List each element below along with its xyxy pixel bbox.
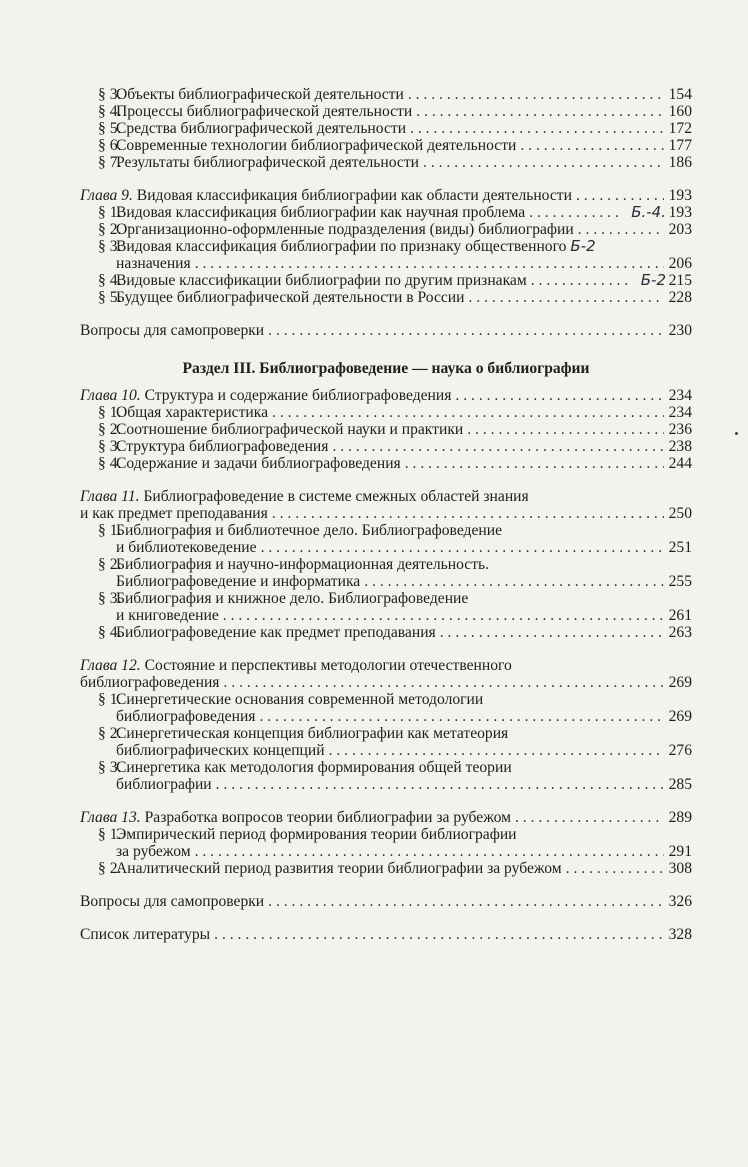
toc-entry xyxy=(80,120,692,137)
leader-dots xyxy=(223,607,664,624)
page-number: 172 xyxy=(668,120,692,137)
chapter-label: Глава 10. xyxy=(80,387,141,404)
entry-title: Средства библиографической деятельности xyxy=(116,120,407,137)
toc-entry xyxy=(80,455,692,472)
entry-title: Общая характеристика xyxy=(116,404,269,421)
leader-dots xyxy=(272,505,664,522)
page-number: 269 xyxy=(668,674,692,691)
chapter-label: Глава 12. xyxy=(80,657,141,674)
toc-entry-questions xyxy=(80,322,692,339)
page-number: 291 xyxy=(668,843,692,860)
entry-title: Библиография и книжное дело. Библиографоведение xyxy=(116,590,469,607)
section-number: § 2. xyxy=(98,725,122,742)
page-number: 186 xyxy=(668,154,692,171)
leader-dots xyxy=(268,893,664,910)
toc-entry xyxy=(80,860,692,877)
leader-dots xyxy=(455,387,664,404)
entry-title: Библиография и библиотечное дело. Библиографоведение xyxy=(116,522,502,539)
page-number: 177 xyxy=(668,137,692,154)
entry-title: Организационно-оформленные подразделения (виды) библиографии xyxy=(116,221,574,238)
leader-dots xyxy=(329,742,664,759)
chapter-heading xyxy=(80,488,692,505)
toc-entry xyxy=(80,590,692,607)
entry-title: Видовая классификация библиографии как научная проблема xyxy=(116,204,526,221)
toc-entry xyxy=(80,221,692,238)
leader-dots xyxy=(259,708,664,725)
chapter-label: Глава 11. xyxy=(80,488,140,505)
toc-entry xyxy=(80,238,692,255)
page-number: 206 xyxy=(668,255,692,272)
leader-dots xyxy=(195,843,664,860)
chapter-heading xyxy=(80,809,692,826)
toc-entry-continuation xyxy=(80,255,692,272)
leader-dots xyxy=(469,289,665,306)
page-number: 285 xyxy=(668,776,692,793)
chapter-title: Структура и содержание библиографоведения xyxy=(144,387,452,404)
toc-entry-continuation xyxy=(80,607,692,624)
section-number: § 1. xyxy=(98,204,122,221)
entry-title: Синергетические основания современной методологии xyxy=(116,691,484,708)
handwritten-note: Б-2 xyxy=(640,271,666,289)
page-number: 308 xyxy=(668,860,692,877)
toc-entry-literature xyxy=(80,926,692,943)
page-number: 261 xyxy=(668,607,692,624)
page-number: 228 xyxy=(668,289,692,306)
entry-title: Будущее библиографической деятельности в России xyxy=(116,289,465,306)
entry-title-continuation: назначения xyxy=(116,255,191,272)
leader-dots xyxy=(405,455,664,472)
page-number: 234 xyxy=(668,404,692,421)
chapter-label: Глава 13. xyxy=(80,809,141,826)
chapter-title-continuation: и как предмет преподавания xyxy=(80,505,268,522)
entry-title: Структура библиографоведения xyxy=(116,438,329,455)
entry-title: Объекты библиографической деятельности xyxy=(116,86,404,103)
leader-dots xyxy=(216,776,664,793)
chapter-heading-continuation xyxy=(80,674,692,691)
chapter-heading-continuation xyxy=(80,505,692,522)
leader-dots xyxy=(531,272,633,289)
leader-dots xyxy=(214,926,664,943)
section-number: § 2. xyxy=(98,221,122,238)
toc-entry xyxy=(80,556,692,573)
entry-title-continuation: библиографоведения xyxy=(116,708,256,725)
entry-title: Видовые классификации библиографии по другим признакам xyxy=(116,272,527,289)
toc-entry xyxy=(80,522,692,539)
chapter-title: Состояние и перспективы методологии отечественного xyxy=(144,657,512,674)
toc-entry-questions xyxy=(80,893,692,910)
leader-dots xyxy=(268,322,664,339)
toc-entry xyxy=(80,404,692,421)
chapter-heading xyxy=(80,387,692,404)
leader-dots xyxy=(566,860,664,877)
section-number: § 4. xyxy=(98,624,122,641)
chapter-heading xyxy=(80,187,692,204)
page-number: 269 xyxy=(668,708,692,725)
entry-title: Соотношение библиографической науки и практики xyxy=(116,421,464,438)
page-number: 326 xyxy=(668,893,692,910)
leader-dots xyxy=(440,624,664,641)
page-number: 154 xyxy=(668,86,692,103)
leader-dots xyxy=(410,120,664,137)
table-of-contents xyxy=(80,86,692,943)
section-number: § 2. xyxy=(98,421,122,438)
leader-dots xyxy=(515,809,664,826)
handwritten-note: Б.-4. xyxy=(631,203,666,221)
section-number: § 3. xyxy=(98,238,122,255)
toc-entry xyxy=(80,103,692,120)
section-number: § 2. xyxy=(98,556,122,573)
toc-entry xyxy=(80,421,692,438)
entry-title-continuation: библиографических концепций xyxy=(116,742,325,759)
section-number: § 1. xyxy=(98,404,122,421)
entry-title: Аналитический период развития теории библиографии за рубежом xyxy=(116,860,562,877)
leader-dots xyxy=(467,421,664,438)
entry-title: Синергетическая концепция библиографии как метатеория xyxy=(116,725,509,742)
page-number: 251 xyxy=(668,539,692,556)
entry-title: Синергетика как методология формирования общей теории xyxy=(116,759,512,776)
page-number: 238 xyxy=(668,438,692,455)
chapter-title-continuation: библиографоведения xyxy=(80,674,220,691)
chapter-heading xyxy=(80,657,692,674)
handwritten-note: Б-2 xyxy=(570,237,596,255)
page-number: 193 xyxy=(668,204,692,221)
entry-title: Современные технологии библиографической деятельности xyxy=(116,137,517,154)
leader-dots xyxy=(261,539,664,556)
toc-entry xyxy=(80,826,692,843)
page-number: 276 xyxy=(668,742,692,759)
scan-speck xyxy=(735,432,738,435)
page-number: 234 xyxy=(668,387,692,404)
page-number: 328 xyxy=(668,926,692,943)
toc-entry xyxy=(80,86,692,103)
section-number: § 4. xyxy=(98,272,122,289)
entry-title: Библиографоведение как предмет преподавания xyxy=(116,624,436,641)
chapter-title: Библиографоведение в системе смежных областей знания xyxy=(143,488,529,505)
leader-dots xyxy=(364,573,664,590)
leader-dots xyxy=(272,404,664,421)
toc-entry-continuation xyxy=(80,742,692,759)
toc-entry xyxy=(80,624,692,641)
entry-title-continuation: и библиотековедение xyxy=(116,539,257,556)
section-number: § 1. xyxy=(98,522,122,539)
section-number: § 4. xyxy=(98,455,122,472)
leader-dots xyxy=(332,438,664,455)
page-number: 230 xyxy=(668,322,692,339)
section-number: § 7. xyxy=(98,154,122,171)
toc-entry xyxy=(80,137,692,154)
page-number: 263 xyxy=(668,624,692,641)
toc-entry-continuation xyxy=(80,573,692,590)
toc-entry-continuation xyxy=(80,776,692,793)
section-number: § 3. xyxy=(98,759,122,776)
chapter-label: Глава 9. xyxy=(80,187,133,204)
page-number: 236 xyxy=(668,421,692,438)
section-number: § 2. xyxy=(98,860,122,877)
entry-title-continuation: Библиографоведение и информатика xyxy=(116,573,361,590)
leader-dots xyxy=(423,154,664,171)
entry-title: Результаты библиографической деятельности xyxy=(116,154,420,171)
toc-entry xyxy=(80,272,692,289)
page-number: 215 xyxy=(668,272,692,289)
leader-dots xyxy=(520,137,664,154)
page-number: 160 xyxy=(668,103,692,120)
page-number: 193 xyxy=(668,187,692,204)
section-number: § 4. xyxy=(98,103,122,120)
entry-title: Процессы библиографической деятельности xyxy=(116,103,413,120)
entry-title: Вопросы для самопроверки xyxy=(80,322,265,339)
entry-title: Библиография и научно-информационная деятельность. xyxy=(116,556,490,573)
entry-title-continuation: за рубежом xyxy=(116,843,191,860)
section-number: § 1. xyxy=(98,826,122,843)
page-number: 203 xyxy=(668,221,692,238)
toc-entry-continuation xyxy=(80,708,692,725)
section-number: § 3. xyxy=(98,590,122,607)
section-number: § 6. xyxy=(98,137,122,154)
leader-dots xyxy=(529,204,623,221)
toc-entry xyxy=(80,759,692,776)
section-number: § 3. xyxy=(98,86,122,103)
chapter-title: Видовая классификация библиографии как области деятельности xyxy=(136,187,572,204)
entry-title: Эмпирический период формирования теории библиографии xyxy=(116,826,517,843)
page-number: 255 xyxy=(668,573,692,590)
leader-dots xyxy=(576,187,664,204)
page-number: 250 xyxy=(668,505,692,522)
toc-entry xyxy=(80,204,692,221)
section-number: § 5. xyxy=(98,120,122,137)
leader-dots xyxy=(416,103,664,120)
section-number: § 3. xyxy=(98,438,122,455)
section-number: § 1. xyxy=(98,691,122,708)
page-number: 289 xyxy=(668,809,692,826)
entry-title: Вопросы для самопроверки xyxy=(80,893,265,910)
toc-entry xyxy=(80,154,692,171)
toc-entry xyxy=(80,691,692,708)
chapter-title: Разработка вопросов теории библиографии за рубежом xyxy=(144,809,511,826)
page-number: 244 xyxy=(668,455,692,472)
toc-entry xyxy=(80,438,692,455)
part-title: Раздел III. Библиографоведение — наука о библиографии xyxy=(182,360,590,377)
entry-title: Видовая классификация библиографии по признаку общественного xyxy=(116,238,567,255)
toc-entry-continuation xyxy=(80,843,692,860)
section-number: § 5. xyxy=(98,289,122,306)
leader-dots xyxy=(195,255,664,272)
leader-dots xyxy=(578,221,664,238)
toc-entry xyxy=(80,289,692,306)
toc-entry-continuation xyxy=(80,539,692,556)
toc-entry xyxy=(80,725,692,742)
entry-title-continuation: библиографии xyxy=(116,776,212,793)
entry-title-continuation: и книговедение xyxy=(116,607,219,624)
entry-title: Содержание и задачи библиографоведения xyxy=(116,455,401,472)
leader-dots xyxy=(408,86,664,103)
entry-title: Список литературы xyxy=(80,926,211,943)
leader-dots xyxy=(223,674,664,691)
